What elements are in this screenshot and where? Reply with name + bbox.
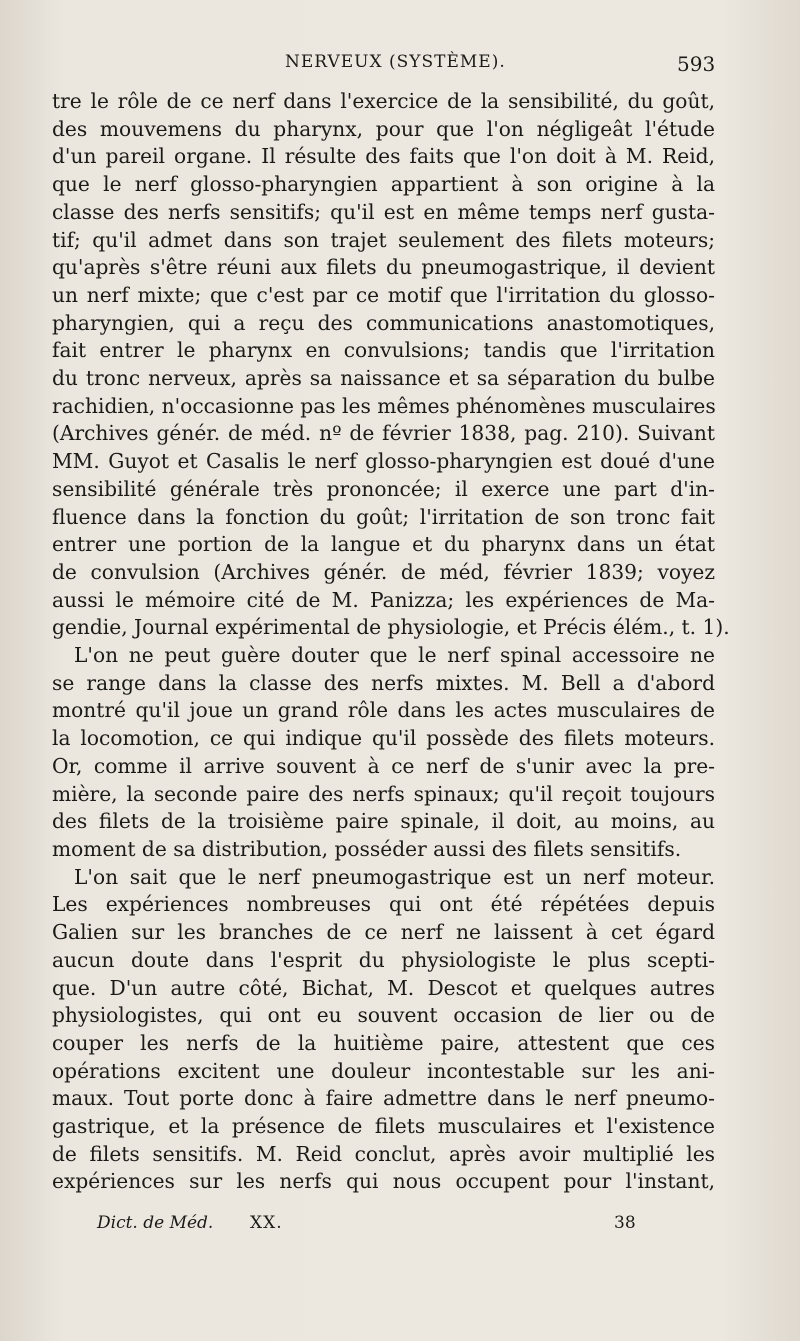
- text-line: maux. Tout porte donc à faire admettre dans le nerf pneumo-: [52, 1086, 715, 1111]
- text-line: entrer une portion de la langue et du pharynx dans un état: [52, 532, 715, 557]
- page-body: [52, 88, 730, 1196]
- text-line: L'on ne peut guère douter que le nerf spinal accessoire ne: [74, 643, 715, 668]
- text-line: de filets sensitifs. M. Reid conclut, après avoir multiplié les: [52, 1141, 715, 1166]
- text-line: L'on sait que le nerf pneumogastrique est un nerf moteur.: [74, 864, 715, 889]
- text-line: opérations excitent une douleur incontestable sur les ani-: [52, 1058, 715, 1083]
- text-line: fait entrer le pharynx en convulsions; tandis que l'irritation: [52, 338, 715, 363]
- text-line: montré qu'il joue un grand rôle dans les actes musculaires de: [52, 698, 715, 723]
- text-line: d'un pareil organe. Il résulte des faits que l'on doit à M. Reid,: [52, 144, 715, 169]
- volume-number: XX.: [250, 1213, 283, 1233]
- text-line: tre le rôle de ce nerf dans l'exercice de la sensibilité, du goût,: [52, 89, 715, 113]
- text-line: Les expériences nombreuses qui ont été répétées depuis: [52, 892, 715, 917]
- text-line: des mouvemens du pharynx, pour que l'on négligeât l'étude: [52, 116, 715, 141]
- text-line: moment de sa distribution, posséder aussi des filets sensitifs.: [52, 836, 682, 861]
- text-line: mière, la seconde paire des nerfs spinaux; qu'il reçoit toujours: [52, 781, 715, 806]
- text-line: un nerf mixte; que c'est par ce motif que l'irritation du glosso-: [52, 282, 715, 307]
- text-line: physiologistes, qui ont eu souvent occasion de lier ou de: [52, 1003, 715, 1028]
- text-line: sensibilité générale très prononcée; il exerce une part d'in-: [52, 476, 715, 501]
- text-line: de convulsion (Archives génér. de méd, février 1839; voyez: [52, 559, 715, 584]
- text-line: que. D'un autre côté, Bichat, M. Descot et quelques autres: [52, 975, 715, 1000]
- paragraph: [52, 642, 715, 864]
- paragraph: [52, 88, 730, 642]
- text-line: rachidien, n'occasionne pas les mêmes phénomènes musculaires: [52, 393, 716, 418]
- text-line: aucun doute dans l'esprit du physiologiste le plus scepti-: [52, 947, 715, 972]
- running-head: NERVEUX (SYSTÈME).: [285, 52, 506, 72]
- text-line: se range dans la classe des nerfs mixtes. M. Bell a d'abord: [52, 670, 715, 695]
- signature-title: Dict. de Méd.: [97, 1213, 214, 1233]
- text-line: tif; qu'il admet dans son trajet seulement des filets moteurs;: [52, 227, 715, 252]
- text-line: MM. Guyot et Casalis le nerf glosso-pharyngien est doué d'une: [52, 449, 715, 474]
- signature-mark: 38: [614, 1213, 636, 1233]
- text-line: aussi le mémoire cité de M. Panizza; les expériences de Ma-: [52, 587, 715, 612]
- text-line: la locomotion, ce qui indique qu'il possède des filets moteurs.: [52, 726, 715, 751]
- page-header: [0, 52, 800, 82]
- text-line: pharyngien, qui a reçu des communications anastomotiques,: [52, 310, 715, 335]
- text-line: Galien sur les branches de ce nerf ne laissent à cet égard: [52, 920, 715, 945]
- text-line: que le nerf glosso-pharyngien appartient à son origine à la: [52, 172, 715, 197]
- text-line: expériences sur les nerfs qui nous occupent pour l'instant,: [52, 1169, 715, 1194]
- text-line: gendie, Journal expérimental de physiologie, et Précis élém., t. 1).: [52, 615, 730, 640]
- text-line: Or, comme il arrive souvent à ce nerf de s'unir avec la pre-: [52, 753, 715, 778]
- text-line: des filets de la troisième paire spinale, il doit, au moins, au: [52, 809, 715, 834]
- text-line: fluence dans la fonction du goût; l'irritation de son tronc fait: [52, 504, 715, 529]
- text-line: classe des nerfs sensitifs; qu'il est en même temps nerf gusta-: [52, 199, 715, 224]
- page-number: 593: [677, 52, 716, 76]
- text-line: gastrique, et la présence de filets musculaires et l'existence: [52, 1114, 715, 1139]
- text-line: qu'après s'être réuni aux filets du pneumogastrique, il devient: [52, 255, 715, 280]
- text-line: (Archives génér. de méd. nº de février 1838, pag. 210). Suivant: [52, 421, 715, 446]
- text-line: couper les nerfs de la huitième paire, attestent que ces: [52, 1030, 715, 1055]
- text-line: du tronc nerveux, après sa naissance et sa séparation du bulbe: [52, 366, 715, 391]
- paragraph: [52, 864, 715, 1196]
- page-footer: [0, 1213, 800, 1243]
